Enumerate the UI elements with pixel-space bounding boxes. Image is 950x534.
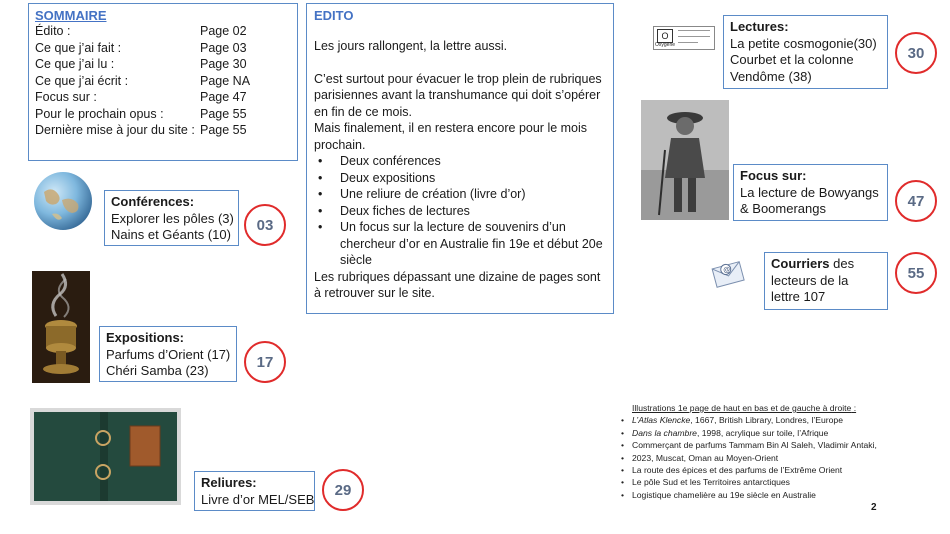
element-symbol: O bbox=[657, 29, 673, 43]
expositions-box bbox=[99, 326, 237, 382]
conferences-item: Nains et Géants (10) bbox=[111, 227, 231, 242]
illustration-credit-item bbox=[620, 439, 895, 451]
illustration-details: Commerçant de parfums Tammam Bin Al Saleh, Vladimir Antaki, bbox=[632, 440, 877, 451]
page-circle-focus[interactable]: 47 bbox=[895, 180, 937, 222]
sommaire-label: Édito : bbox=[35, 24, 71, 38]
globe-image bbox=[32, 170, 94, 232]
lectures-title: Lectures: bbox=[730, 19, 789, 34]
sommaire-label: Focus sur : bbox=[35, 90, 97, 104]
book-binding-image bbox=[30, 408, 181, 505]
edito-bullet-list bbox=[314, 153, 606, 269]
sommaire-row bbox=[35, 106, 291, 123]
courriers-title: Courriers bbox=[771, 256, 830, 271]
conferences-item: Explorer les pôles (3) bbox=[111, 210, 234, 226]
sommaire-page[interactable]: Page 30 bbox=[200, 57, 247, 71]
element-card-image bbox=[653, 26, 715, 50]
illustration-details: , 1667, British Library, Londres, l’Europe bbox=[690, 415, 843, 426]
sommaire-row bbox=[35, 73, 291, 90]
edito-paragraph-4: Les rubriques dépassant une dizaine de pages sont à retrouver sur le site. bbox=[314, 269, 601, 300]
sommaire-label: Ce que j’ai écrit : bbox=[35, 73, 129, 88]
illustration-credit-item bbox=[620, 464, 895, 476]
illustrations-list bbox=[620, 414, 895, 501]
sommaire-page[interactable]: Page 02 bbox=[200, 24, 247, 38]
lectures-item: Vendôme (38) bbox=[730, 68, 812, 84]
edito-bullet-item: • Deux fiches de lectures bbox=[314, 203, 606, 220]
illustration-details: , 1998, acrylique sur toile, l’Afrique bbox=[696, 427, 829, 438]
sommaire-row bbox=[35, 40, 291, 57]
sommaire-row bbox=[35, 122, 291, 139]
sommaire-label: Ce que j’ai lu : bbox=[35, 57, 115, 71]
incense-burner-image bbox=[32, 271, 90, 383]
sommaire-row bbox=[35, 23, 291, 40]
element-name: Oxygène bbox=[655, 42, 676, 48]
reliures-title: Reliures: bbox=[201, 475, 257, 490]
sommaire-page[interactable]: Page NA bbox=[200, 73, 251, 88]
courriers-title-rest: des bbox=[829, 256, 855, 271]
focus-title: Focus sur: bbox=[740, 168, 807, 183]
page-circle-courriers[interactable]: 55 bbox=[895, 252, 937, 294]
illustrations-heading: Illustrations 1e page de haut en bas et de gauche à droite bbox=[632, 403, 852, 413]
illustration-title: Dans la chambre bbox=[632, 427, 697, 438]
sommaire-title: SOMMAIRE bbox=[35, 8, 107, 23]
sommaire-label: Dernière mise à jour du site : bbox=[35, 123, 195, 137]
sommaire-label: Ce que j’ai fait : bbox=[35, 40, 122, 55]
illustrations-heading-suffix: : bbox=[851, 403, 857, 413]
edito-bullet-item: • Deux expositions bbox=[314, 170, 606, 187]
focus-box bbox=[733, 164, 888, 221]
courriers-box bbox=[764, 252, 888, 310]
illustrations-credits bbox=[620, 402, 895, 501]
sommaire-page[interactable]: Page 55 bbox=[200, 123, 247, 137]
page-circle-lectures[interactable]: 30 bbox=[895, 32, 937, 74]
illustration-details: La route des épices et des parfums de l’Extrême Orient bbox=[632, 465, 843, 476]
svg-text:@: @ bbox=[722, 265, 732, 275]
sommaire-page[interactable]: Page 03 bbox=[200, 40, 247, 55]
conferences-box bbox=[104, 190, 239, 246]
illustration-details: Le pôle Sud et les Territoires antarctiques bbox=[632, 477, 790, 488]
reliures-item: Livre d’or MEL/SEB bbox=[201, 491, 315, 507]
illustration-title: L’Atlas Klencke bbox=[632, 415, 691, 426]
prospector-photo bbox=[641, 100, 729, 220]
page-circle-expositions[interactable]: 17 bbox=[244, 341, 286, 383]
edito-bullet-item: • Deux conférences bbox=[314, 153, 606, 170]
edito-bullet-item: • Un focus sur la lecture de souvenirs d’un chercheur d’or en Australie fin 19e et début 20e siècle bbox=[314, 219, 606, 269]
courriers-item: lettre 107 bbox=[771, 289, 826, 304]
lectures-item: La petite cosmogonie(30) bbox=[730, 35, 877, 51]
page-number: 2 bbox=[871, 502, 877, 513]
illustration-credit-item bbox=[620, 476, 895, 488]
illustration-credit-item bbox=[620, 452, 895, 464]
edito-box bbox=[306, 3, 614, 314]
lectures-item: Courbet et la colonne bbox=[730, 52, 854, 67]
illustration-credit-item bbox=[620, 427, 895, 439]
edito-paragraph-2: C’est surtout pour évacuer le trop plein de rubriques parisiennes avant la transhumance qui doit s’opérer en fin de ce mois. bbox=[314, 71, 602, 119]
expositions-title: Expositions: bbox=[106, 330, 185, 345]
sommaire-box bbox=[28, 3, 298, 161]
sommaire-row bbox=[35, 56, 291, 73]
email-envelope-icon bbox=[711, 257, 745, 291]
lectures-box bbox=[723, 15, 888, 89]
edito-bullet-item: • Une reliure de création (livre d’or) bbox=[314, 186, 606, 203]
sommaire-label: Pour le prochain opus : bbox=[35, 106, 164, 121]
edito-paragraph-1: Les jours rallongent, la lettre aussi. bbox=[314, 39, 508, 53]
illustration-credit-item bbox=[620, 414, 895, 426]
courriers-item: lecteurs de la bbox=[771, 272, 849, 288]
conferences-title: Conférences: bbox=[111, 194, 195, 209]
edito-paragraph-3: Mais finalement, il en restera encore pour le mois prochain. bbox=[314, 121, 588, 152]
focus-item: La lecture de Bowyangs bbox=[740, 184, 879, 200]
expositions-item: Parfums d’Orient (17) bbox=[106, 346, 231, 362]
illustration-credit-item bbox=[620, 489, 895, 501]
sommaire-page[interactable]: Page 55 bbox=[200, 106, 247, 121]
illustration-details: Logistique chamelière au 19e siècle en Australie bbox=[632, 489, 816, 500]
page-circle-conferences[interactable]: 03 bbox=[244, 204, 286, 246]
sommaire-list bbox=[35, 23, 291, 139]
edito-title: EDITO bbox=[314, 8, 354, 23]
illustration-details: 2023, Muscat, Oman au Moyen-Orient bbox=[632, 452, 779, 463]
focus-item: & Boomerangs bbox=[740, 201, 826, 216]
reliures-box bbox=[194, 471, 315, 511]
sommaire-page[interactable]: Page 47 bbox=[200, 90, 247, 104]
expositions-item: Chéri Samba (23) bbox=[106, 363, 209, 378]
page-circle-reliures[interactable]: 29 bbox=[322, 469, 364, 511]
sommaire-row bbox=[35, 89, 291, 106]
